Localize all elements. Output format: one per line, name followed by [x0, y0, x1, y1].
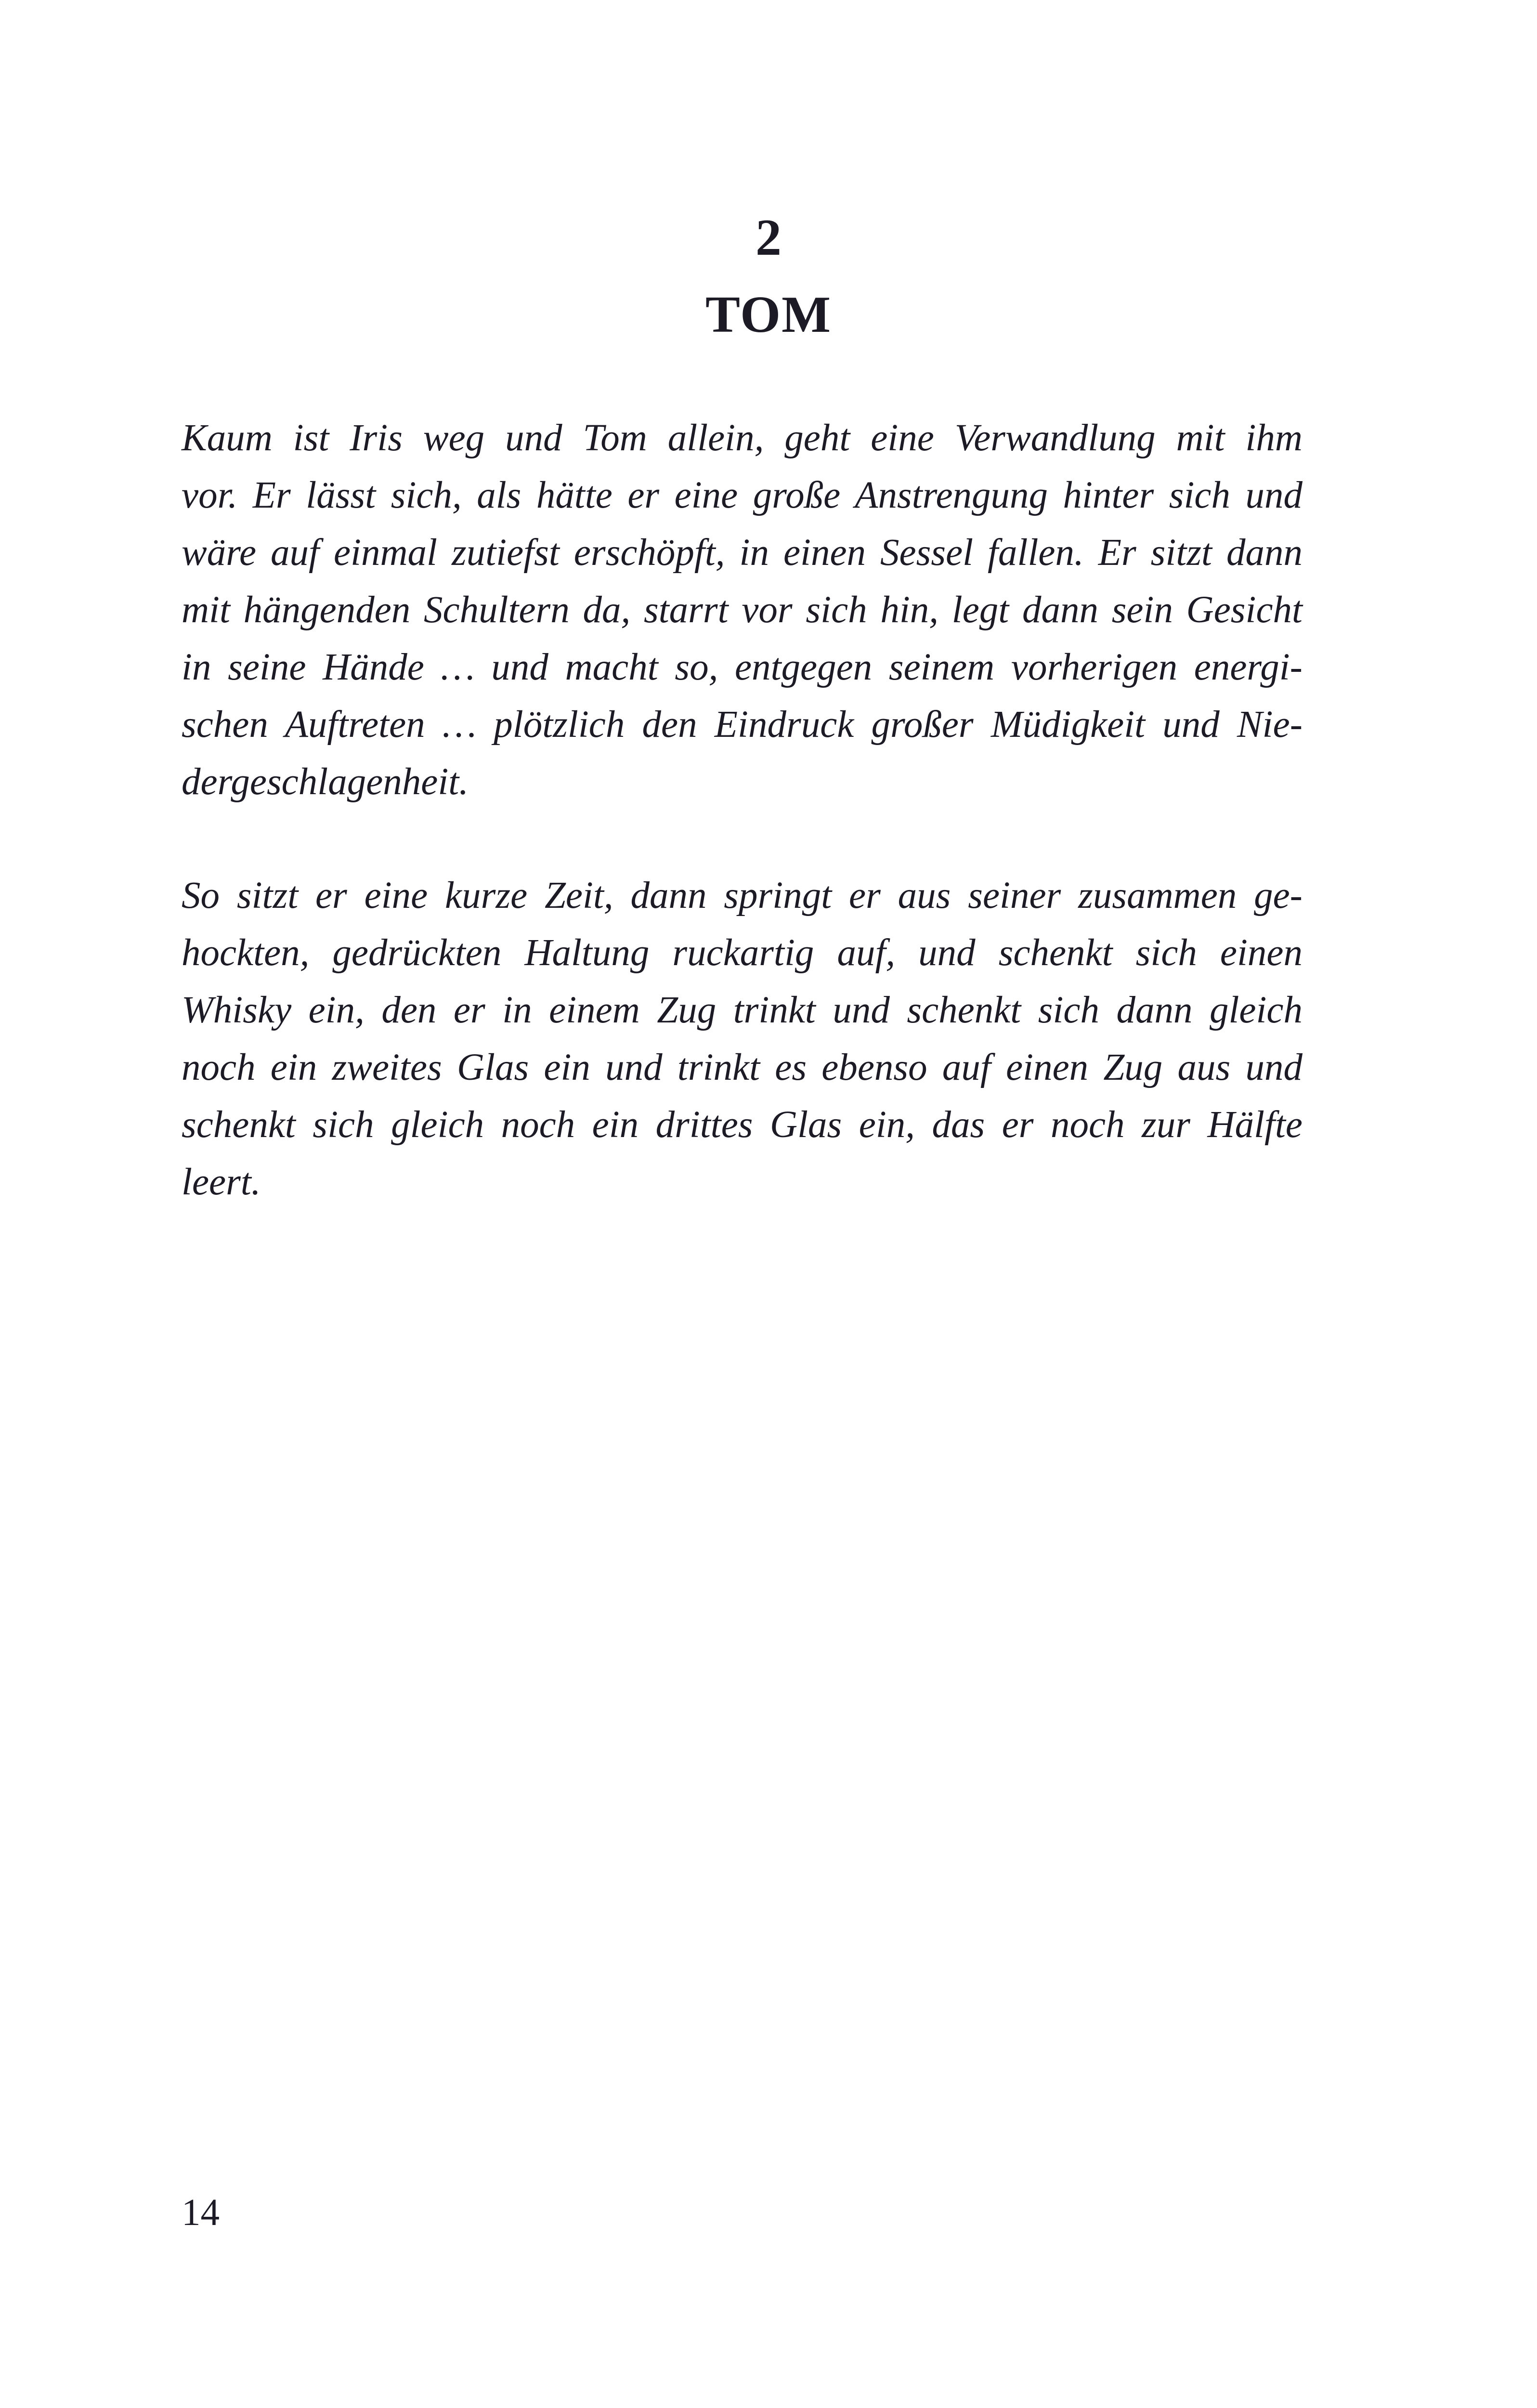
text-line: Whisky ein, den er in einem Zug trinkt und schenkt sich dann gleich: [182, 989, 1303, 1031]
text-line: dergeschlagenheit.: [182, 761, 469, 803]
text-line: noch ein zweites Glas ein und trinkt es ebenso auf einen Zug aus und: [182, 1047, 1303, 1088]
text-line: Kaum ist Iris weg und Tom allein, geht eine Verwandlung mit ihm: [182, 417, 1303, 459]
chapter-title: TOM: [705, 286, 832, 343]
text-line: vor. Er lässt sich, als hätte er eine große Anstrengung hinter sich und: [182, 474, 1303, 516]
text-line: schen Auftreten … plötzlich den Eindruck großer Müdigkeit und Nie-: [182, 704, 1303, 746]
text-line: wäre auf einmal zutiefst erschöpft, in einen Sessel fallen. Er sitzt dann: [182, 532, 1303, 574]
text-line: in seine Hände … und macht so, entgegen seinem vorherigen energi-: [182, 646, 1303, 688]
chapter-number: 2: [755, 209, 782, 266]
text-line: leert.: [182, 1161, 261, 1203]
text-line: So sitzt er eine kurze Zeit, dann springt er aus seiner zusammen ge-: [182, 875, 1303, 916]
page-number: 14: [182, 2192, 220, 2234]
text-line: schenkt sich gleich noch ein drittes Glas ein, das er noch zur Hälfte: [182, 1104, 1303, 1146]
text-line: hockten, gedrückten Haltung ruckartig auf, und schenkt sich einen: [182, 932, 1303, 974]
text-line: mit hängenden Schultern da, starrt vor sich hin, legt dann sein Gesicht: [182, 589, 1303, 631]
